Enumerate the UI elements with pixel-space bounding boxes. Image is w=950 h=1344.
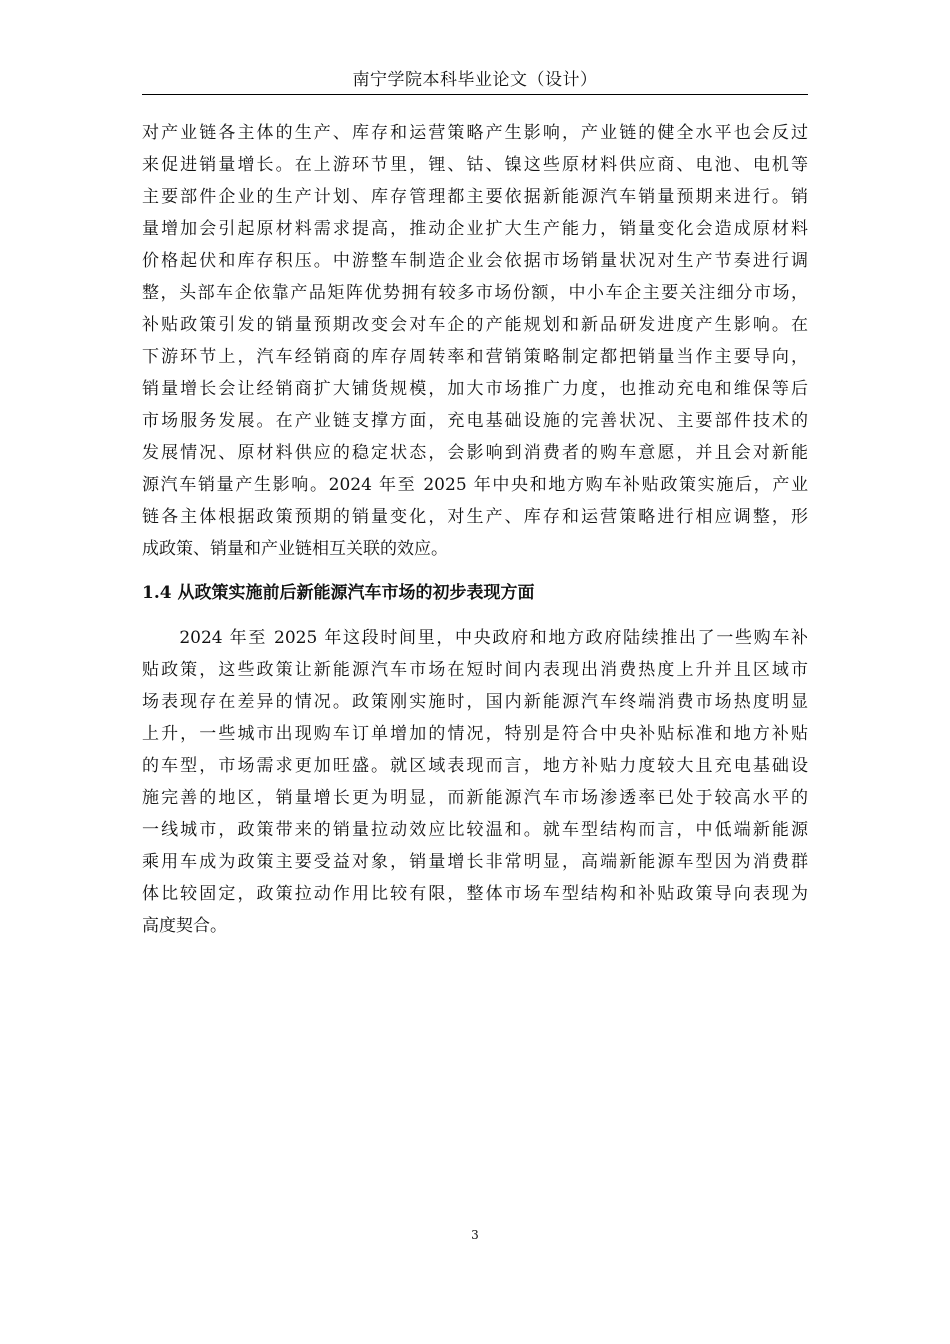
text-line: 高度契合。 [142, 916, 227, 936]
text-line: 补贴政策引发的销量预期改变会对车企的产能规划和新品研发进度产生影响。在 [142, 315, 808, 335]
text-line: 量增加会引起原材料需求提高，推动企业扩大生产能力，销量变化会造成原材料 [142, 219, 808, 239]
page-number: 3 [471, 1228, 479, 1242]
section-heading: 1.4 从政策实施前后新能源汽车市场的初步表现方面 [142, 583, 535, 603]
paragraph-1 [142, 117, 808, 565]
text-line: 价格起伏和库存积压。中游整车制造企业会依据市场销量状况对生产节奏进行调 [142, 251, 808, 271]
text-line: 对产业链各主体的生产、库存和运营策略产生影响，产业链的健全水平也会反过 [142, 123, 808, 143]
text-line: 整，头部车企依靠产品矩阵优势拥有较多市场份额，中小车企主要关注细分市场， [142, 283, 808, 303]
text-line: 源汽车销量产生影响。2024 年至 2025 年中央和地方购车补贴政策实施后，产业 [142, 475, 808, 495]
text-line: 链各主体根据政策预期的销量变化，对生产、库存和运营策略进行相应调整，形 [142, 507, 808, 527]
paragraph-2 [142, 622, 808, 942]
text-line: 乘用车成为政策主要受益对象，销量增长非常明显，高端新能源车型因为消费群 [142, 852, 808, 872]
text-line: 上升，一些城市出现购车订单增加的情况，特别是符合中央补贴标准和地方补贴 [142, 724, 808, 744]
text-line: 一线城市，政策带来的销量拉动效应比较温和。就车型结构而言，中低端新能源 [142, 820, 808, 840]
text-line: 成政策、销量和产业链相互关联的效应。 [142, 539, 448, 559]
page-header: 南宁学院本科毕业论文（设计） [142, 66, 808, 95]
text-line: 市场服务发展。在产业链支撑方面，充电基础设施的完善状况、主要部件技术的 [142, 411, 808, 431]
text-line: 销量增长会让经销商扩大铺货规模，加大市场推广力度，也推动充电和维保等后 [142, 379, 808, 399]
text-line: 下游环节上，汽车经销商的库存周转率和营销策略制定都把销量当作主要导向， [142, 347, 808, 367]
text-line: 体比较固定，政策拉动作用比较有限，整体市场车型结构和补贴政策导向表现为 [142, 884, 808, 904]
text-line: 施完善的地区，销量增长更为明显，而新能源汽车市场渗透率已处于较高水平的 [142, 788, 808, 808]
text-line: 发展情况、原材料供应的稳定状态，会影响到消费者的购车意愿，并且会对新能 [142, 443, 808, 463]
text-line: 来促进销量增长。在上游环节里，锂、钴、镍这些原材料供应商、电池、电机等 [142, 155, 808, 175]
text-line: 主要部件企业的生产计划、库存管理都主要依据新能源汽车销量预期来进行。销 [142, 187, 808, 207]
text-line: 2024 年至 2025 年这段时间里，中央政府和地方政府陆续推出了一些购车补 [142, 628, 808, 648]
text-line: 场表现存在差异的情况。政策刚实施时，国内新能源汽车终端消费市场热度明显 [142, 692, 808, 712]
text-line: 贴政策，这些政策让新能源汽车市场在短时间内表现出消费热度上升并且区域市 [142, 660, 808, 680]
text-line: 的车型，市场需求更加旺盛。就区域表现而言，地方补贴力度较大且充电基础设 [142, 756, 808, 776]
